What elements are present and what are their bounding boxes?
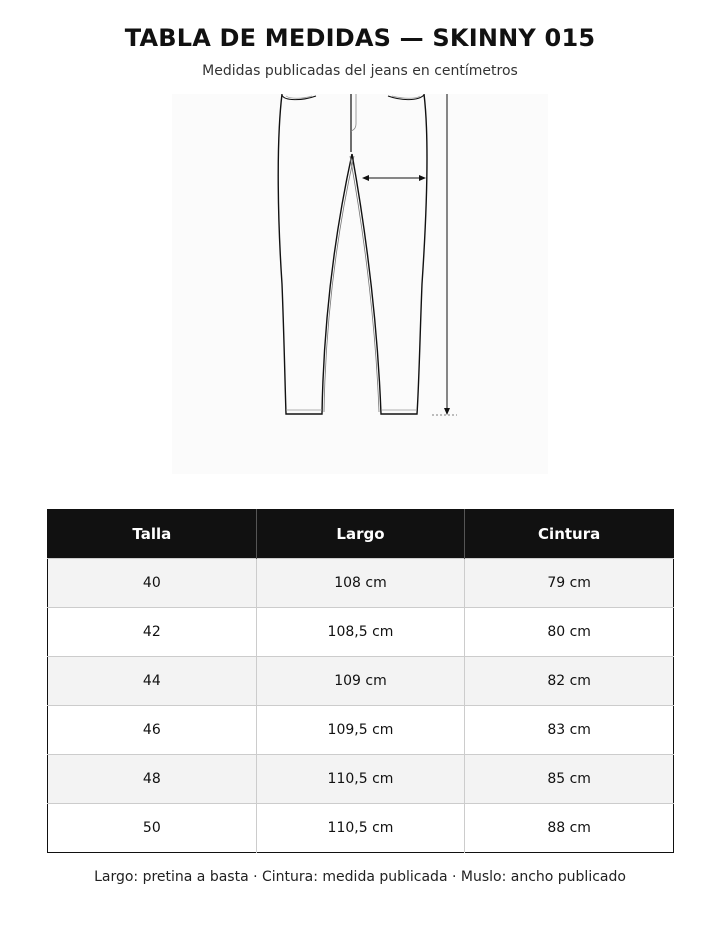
cell-cintura: 85 cm — [465, 755, 674, 804]
cell-talla: 50 — [48, 804, 257, 853]
table-row — [48, 657, 674, 706]
footnote: Largo: pretina a basta · Cintura: medida publicada · Muslo: ancho publicado — [94, 869, 626, 885]
table-row — [48, 706, 674, 755]
cell-largo: 110,5 cm — [256, 755, 465, 804]
table-row — [48, 559, 674, 608]
cell-talla: 42 — [48, 608, 257, 657]
cell-cintura: 80 cm — [465, 608, 674, 657]
cell-cintura: 88 cm — [465, 804, 674, 853]
illustration-backdrop — [172, 94, 548, 474]
cell-talla: 48 — [48, 755, 257, 804]
page-subtitle: Medidas publicadas del jeans en centímetros — [202, 63, 518, 79]
table-row — [48, 608, 674, 657]
table-header-row — [48, 510, 674, 559]
jeans-icon — [172, 94, 548, 474]
cell-cintura: 82 cm — [465, 657, 674, 706]
cell-cintura: 83 cm — [465, 706, 674, 755]
table-row — [48, 755, 674, 804]
jeans-illustration — [172, 94, 548, 474]
cell-largo: 109,5 cm — [256, 706, 465, 755]
cell-largo: 110,5 cm — [256, 804, 465, 853]
size-table — [47, 509, 674, 853]
cell-talla: 46 — [48, 706, 257, 755]
page-title: TABLA DE MEDIDAS — SKINNY 015 — [124, 24, 596, 52]
column-header-talla: Talla — [48, 510, 257, 559]
column-header-largo: Largo — [256, 510, 465, 559]
table-row — [48, 804, 674, 853]
cell-largo: 108,5 cm — [256, 608, 465, 657]
cell-largo: 108 cm — [256, 559, 465, 608]
cell-talla: 40 — [48, 559, 257, 608]
cell-talla: 44 — [48, 657, 257, 706]
cell-largo: 109 cm — [256, 657, 465, 706]
cell-cintura: 79 cm — [465, 559, 674, 608]
column-header-cintura: Cintura — [465, 510, 674, 559]
